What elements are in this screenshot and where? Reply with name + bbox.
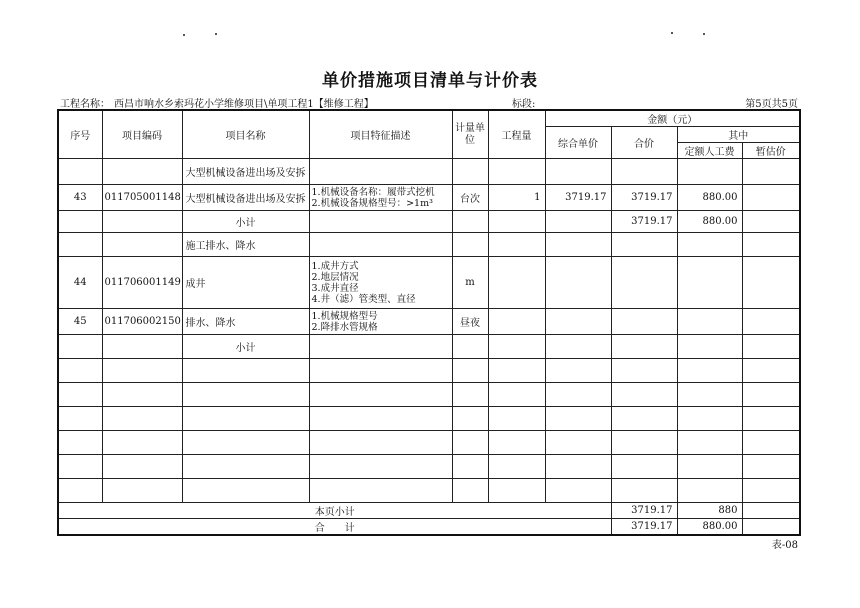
table-row bbox=[58, 359, 800, 383]
summary-labor: 880 bbox=[677, 503, 742, 519]
row-provisional bbox=[742, 185, 800, 211]
row-total bbox=[611, 479, 677, 503]
header-provisional: 暂估价 bbox=[742, 143, 800, 159]
scan-speck bbox=[671, 32, 673, 34]
row-seq bbox=[58, 431, 102, 455]
table-row bbox=[58, 233, 800, 257]
row-labor bbox=[677, 309, 742, 335]
row-unit-price bbox=[545, 455, 611, 479]
row-provisional bbox=[742, 455, 800, 479]
summary-provisional bbox=[742, 519, 800, 536]
row-unit-price bbox=[545, 407, 611, 431]
row-unit-price bbox=[545, 233, 611, 257]
row-name bbox=[182, 359, 309, 383]
row-name: 施工排水、降水 bbox=[182, 233, 309, 257]
row-name: 成井 bbox=[182, 257, 309, 309]
row-total bbox=[611, 431, 677, 455]
row-qty bbox=[488, 455, 545, 479]
row-name: 大型机械设备进出场及安拆 bbox=[182, 185, 309, 211]
table-row bbox=[58, 383, 800, 407]
row-desc bbox=[309, 211, 452, 233]
table-row bbox=[58, 309, 800, 335]
row-labor: 880.00 bbox=[677, 211, 742, 233]
row-provisional bbox=[742, 431, 800, 455]
header-labor: 定额人工费 bbox=[677, 143, 742, 159]
row-provisional bbox=[742, 309, 800, 335]
row-unit-price bbox=[545, 359, 611, 383]
row-desc bbox=[309, 359, 452, 383]
row-seq bbox=[58, 335, 102, 359]
row-desc bbox=[309, 233, 452, 257]
row-desc bbox=[309, 479, 452, 503]
row-name bbox=[182, 431, 309, 455]
scan-speck bbox=[183, 34, 185, 36]
row-total bbox=[611, 233, 677, 257]
row-seq bbox=[58, 383, 102, 407]
row-name bbox=[182, 407, 309, 431]
row-unit bbox=[452, 335, 488, 359]
row-qty bbox=[488, 233, 545, 257]
scan-speck bbox=[215, 33, 217, 35]
section-label: 标段: bbox=[512, 99, 536, 110]
row-total: 3719.17 bbox=[611, 185, 677, 211]
row-code bbox=[102, 359, 182, 383]
row-total bbox=[611, 383, 677, 407]
row-provisional bbox=[742, 233, 800, 257]
row-labor bbox=[677, 431, 742, 455]
row-desc bbox=[309, 335, 452, 359]
pricing-table bbox=[57, 109, 801, 536]
header-of-which: 其中 bbox=[677, 127, 800, 143]
row-provisional bbox=[742, 407, 800, 431]
summary-labor: 880.00 bbox=[677, 519, 742, 536]
row-labor bbox=[677, 257, 742, 309]
document-title: 单价措施项目清单与计价表 bbox=[322, 71, 538, 91]
summary-row bbox=[58, 519, 800, 536]
header-total: 合价 bbox=[611, 127, 677, 159]
row-desc bbox=[309, 383, 452, 407]
row-seq bbox=[58, 455, 102, 479]
summary-label: 本页小计 bbox=[58, 503, 611, 519]
row-unit bbox=[452, 359, 488, 383]
row-unit-price bbox=[545, 383, 611, 407]
summary-provisional bbox=[742, 503, 800, 519]
row-labor bbox=[677, 233, 742, 257]
row-unit bbox=[452, 233, 488, 257]
row-qty bbox=[488, 257, 545, 309]
table-row bbox=[58, 211, 800, 233]
row-unit-price bbox=[545, 159, 611, 185]
row-code: 011706002150 bbox=[102, 309, 182, 335]
row-qty: 1 bbox=[488, 185, 545, 211]
row-unit bbox=[452, 479, 488, 503]
row-qty bbox=[488, 383, 545, 407]
row-seq: 43 bbox=[58, 185, 102, 211]
scan-speck bbox=[703, 33, 705, 35]
row-name bbox=[182, 455, 309, 479]
header-amount: 金额（元） bbox=[545, 110, 800, 127]
row-seq bbox=[58, 211, 102, 233]
row-total bbox=[611, 335, 677, 359]
row-seq bbox=[58, 233, 102, 257]
summary-label: 合 计 bbox=[58, 519, 611, 536]
row-labor bbox=[677, 383, 742, 407]
row-desc-line: 3.成井直径 bbox=[311, 282, 359, 294]
row-unit bbox=[452, 407, 488, 431]
row-labor bbox=[677, 407, 742, 431]
row-unit-price bbox=[545, 335, 611, 359]
row-qty bbox=[488, 309, 545, 335]
row-name: 大型机械设备进出场及安拆 bbox=[182, 159, 309, 185]
form-code: 表-08 bbox=[771, 540, 798, 551]
page-info: 第5页共5页 bbox=[745, 99, 798, 110]
row-labor bbox=[677, 335, 742, 359]
table-row bbox=[58, 479, 800, 503]
row-desc-line: 1.成井方式 bbox=[311, 260, 359, 272]
row-desc-line: 2.机械设备规格型号：>1m³ bbox=[311, 197, 433, 209]
row-unit: 台次 bbox=[452, 185, 488, 211]
table-row bbox=[58, 335, 800, 359]
row-unit-price bbox=[545, 431, 611, 455]
row-provisional bbox=[742, 211, 800, 233]
row-desc bbox=[309, 455, 452, 479]
row-desc-line: 1.机械设备名称：履带式挖机 bbox=[311, 186, 435, 198]
row-total bbox=[611, 455, 677, 479]
summary-row bbox=[58, 503, 800, 519]
row-seq bbox=[58, 359, 102, 383]
row-seq bbox=[58, 479, 102, 503]
row-code bbox=[102, 455, 182, 479]
table-row bbox=[58, 455, 800, 479]
row-unit-price bbox=[545, 479, 611, 503]
row-desc bbox=[309, 309, 452, 335]
row-name bbox=[182, 479, 309, 503]
row-desc-line: 1.机械规格型号 bbox=[311, 310, 378, 322]
row-qty bbox=[488, 431, 545, 455]
row-unit bbox=[452, 431, 488, 455]
row-desc-line: 2.降排水管规格 bbox=[311, 321, 378, 333]
row-seq: 44 bbox=[58, 257, 102, 309]
row-unit bbox=[452, 383, 488, 407]
header-desc: 项目特征描述 bbox=[309, 110, 452, 159]
row-name: 小计 bbox=[182, 335, 309, 359]
project-label: 工程名称： bbox=[60, 99, 110, 110]
row-unit-price bbox=[545, 257, 611, 309]
row-qty bbox=[488, 335, 545, 359]
header-name: 项目名称 bbox=[182, 110, 309, 159]
row-qty bbox=[488, 407, 545, 431]
row-seq bbox=[58, 159, 102, 185]
row-total: 3719.17 bbox=[611, 211, 677, 233]
header-code: 项目编码 bbox=[102, 110, 182, 159]
row-qty bbox=[488, 211, 545, 233]
project-line bbox=[60, 95, 374, 110]
row-desc bbox=[309, 159, 452, 185]
summary-total: 3719.17 bbox=[611, 503, 677, 519]
table-row bbox=[58, 431, 800, 455]
row-labor: 880.00 bbox=[677, 185, 742, 211]
row-labor bbox=[677, 479, 742, 503]
row-seq bbox=[58, 407, 102, 431]
row-desc bbox=[309, 185, 452, 211]
row-code bbox=[102, 383, 182, 407]
row-unit-price bbox=[545, 309, 611, 335]
row-labor bbox=[677, 455, 742, 479]
row-unit-price bbox=[545, 211, 611, 233]
header-seq: 序号 bbox=[58, 110, 102, 159]
row-code bbox=[102, 211, 182, 233]
row-total bbox=[611, 309, 677, 335]
row-code bbox=[102, 159, 182, 185]
row-labor bbox=[677, 159, 742, 185]
row-unit: m bbox=[452, 257, 488, 309]
row-desc-line: 2.地层情况 bbox=[311, 271, 359, 283]
row-code bbox=[102, 479, 182, 503]
row-provisional bbox=[742, 257, 800, 309]
row-code: 011706001149 bbox=[102, 257, 182, 309]
table-row bbox=[58, 159, 800, 185]
summary-total: 3719.17 bbox=[611, 519, 677, 536]
row-qty bbox=[488, 359, 545, 383]
row-provisional bbox=[742, 335, 800, 359]
row-total bbox=[611, 407, 677, 431]
row-qty bbox=[488, 479, 545, 503]
row-labor bbox=[677, 359, 742, 383]
header-unit-price: 综合单价 bbox=[545, 127, 611, 159]
row-unit-price: 3719.17 bbox=[545, 185, 611, 211]
row-seq: 45 bbox=[58, 309, 102, 335]
row-code bbox=[102, 407, 182, 431]
row-unit bbox=[452, 211, 488, 233]
row-name bbox=[182, 383, 309, 407]
table-row bbox=[58, 185, 800, 211]
header-qty: 工程量 bbox=[488, 110, 545, 159]
row-unit: 昼夜 bbox=[452, 309, 488, 335]
row-total bbox=[611, 257, 677, 309]
row-total bbox=[611, 159, 677, 185]
row-unit bbox=[452, 159, 488, 185]
row-desc bbox=[309, 257, 452, 309]
row-code bbox=[102, 431, 182, 455]
row-provisional bbox=[742, 479, 800, 503]
row-total bbox=[611, 359, 677, 383]
row-provisional bbox=[742, 383, 800, 407]
row-unit bbox=[452, 455, 488, 479]
row-name: 排水、降水 bbox=[182, 309, 309, 335]
header-unit: 计量单位 bbox=[452, 110, 488, 159]
row-qty bbox=[488, 159, 545, 185]
row-provisional bbox=[742, 159, 800, 185]
row-provisional bbox=[742, 359, 800, 383]
row-code bbox=[102, 335, 182, 359]
row-desc bbox=[309, 407, 452, 431]
row-desc-line: 4.井（滤）管类型、直径 bbox=[311, 293, 416, 305]
row-code bbox=[102, 233, 182, 257]
table-row bbox=[58, 407, 800, 431]
project-name: 西昌市响水乡索玛花小学维修项目\单项工程1【维修工程】 bbox=[114, 99, 374, 110]
table-row bbox=[58, 257, 800, 309]
row-desc bbox=[309, 431, 452, 455]
row-name: 小计 bbox=[182, 211, 309, 233]
row-code: 011705001148 bbox=[102, 185, 182, 211]
